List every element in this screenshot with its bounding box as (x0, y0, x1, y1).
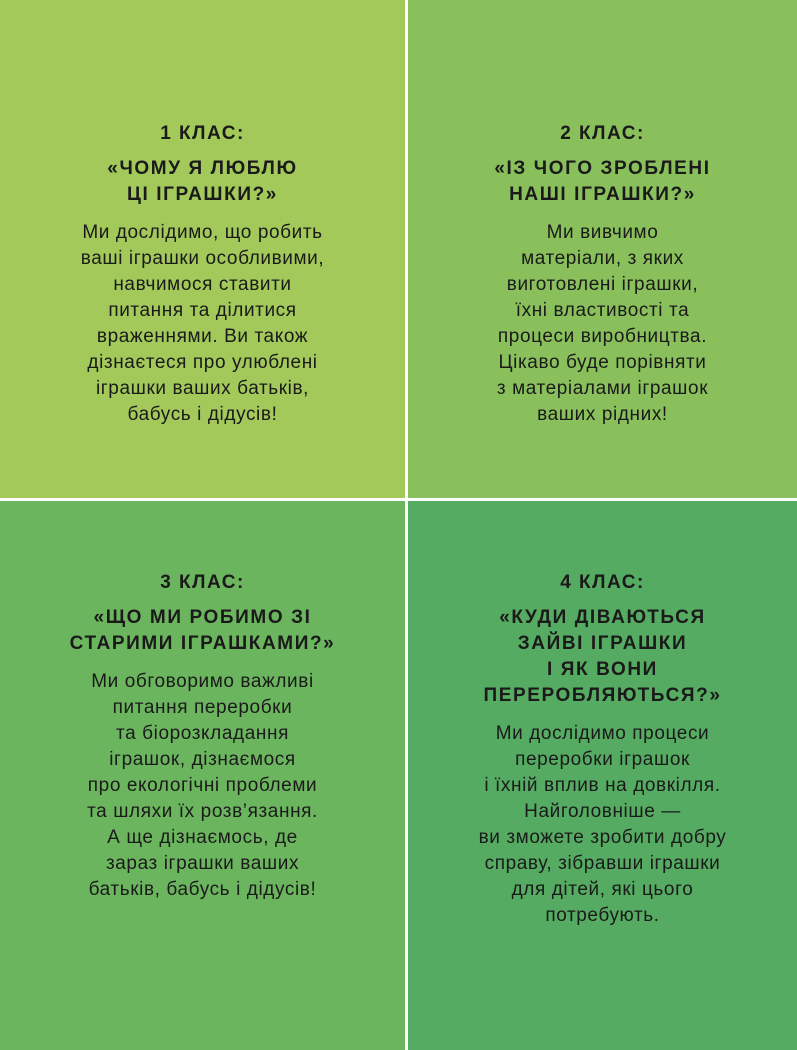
grade-4-card (408, 501, 797, 1050)
grade-2-title: 2 КЛАС: (560, 123, 645, 144)
grade-1-description: Ми дослідимо, що робить ваші іграшки особливими, навчимося ставити питання та ділитися враженнями. Ви також дізнаєтеся про улюблені іграшки ваших батьків, бабусь і дідусів! (80, 222, 325, 425)
grade-1-card (0, 0, 405, 498)
grade-4-description: Ми дослідимо процеси переробки іграшок і їхній вплив на довкілля. Найголовніше — ви зможете зробити добру справу, зібравши іграшки для дітей, які цього потребують. (478, 723, 727, 926)
grade-3-description: Ми обговоримо важливі питання переробки та біорозкладання іграшок, дізнаємося про екологічні проблеми та шляхи їх розв’язання. А ще дізнаємось, де зараз іграшки ваших батьків, бабусь і дідусів! (87, 671, 318, 900)
grade-3-title: 3 КЛАС: (160, 572, 245, 593)
grade-4-title: 4 КЛАС: (560, 572, 645, 593)
grade-1-title: 1 КЛАС: (160, 123, 245, 144)
grade-3-topic: «ЩО МИ РОБИМО ЗІ СТАРИМИ ІГРАШКАМИ?» (69, 607, 336, 654)
grade-2-description: Ми вивчимо матеріали, з яких виготовлені іграшки, їхні властивості та процеси виробництва. Цікаво буде порівняти з матеріалами іграшок ваших рідних! (496, 222, 709, 425)
grade-3-card (0, 501, 405, 1050)
grade-2-card (408, 0, 797, 498)
grade-4-topic: «КУДИ ДІВАЮТЬСЯ ЗАЙВІ ІГРАШКИ І ЯК ВОНИ ПЕРЕРОБЛЯЮТЬСЯ?» (483, 607, 722, 706)
grade-1-topic: «ЧОМУ Я ЛЮБЛЮ ЦІ ІГРАШКИ?» (107, 158, 298, 205)
grade-2-topic: «ІЗ ЧОГО ЗРОБЛЕНІ НАШІ ІГРАШКИ?» (494, 158, 711, 205)
